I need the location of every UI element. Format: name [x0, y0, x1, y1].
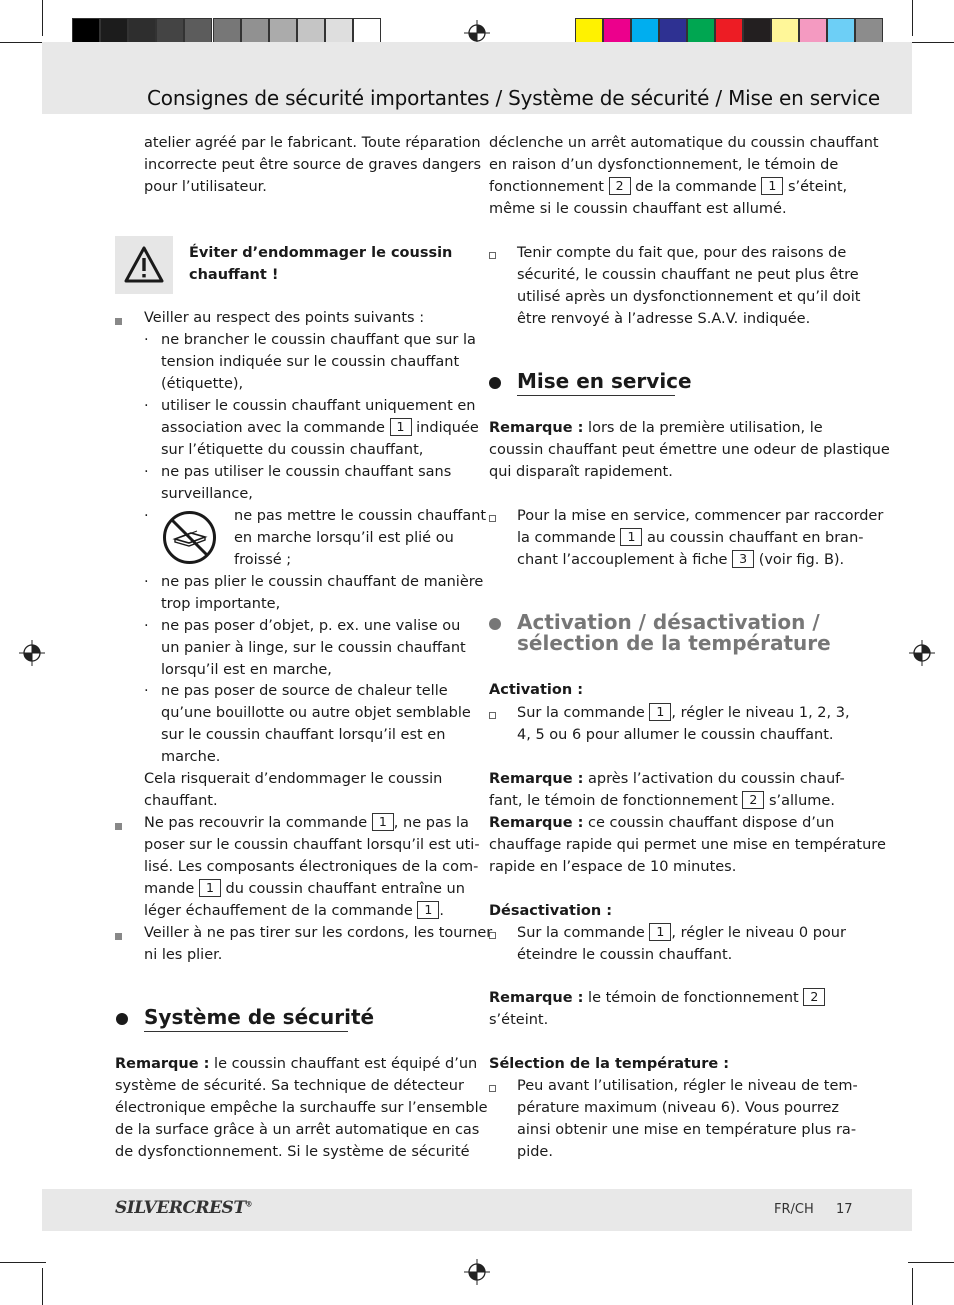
intro-paragraph: atelier agréé par le fabricant. Toute réparation incorrecte peut être source de graves dangers pour l’utilisateur. [144, 135, 482, 195]
section-heading-activation: Activation / désactivation / sélection de la température [517, 610, 831, 655]
remark-paragraph: Remarque : après l’activation du coussin chauf- fant, le témoin de fonctionnement 2 s’allume. Remarque : ce coussin chauffant dispose d’un chauffage rapide qui permet une mise en température rapide en l’espace de 10 minutes. [489, 771, 886, 875]
ref-number-box: 1 [199, 879, 221, 897]
security-paragraph: Remarque : le coussin chauffant est équipé d’un système de sécurité. Sa technique de détecteur électronique empêche la surchauffe sur l’ensemble de la surface grâce à un arrêt automatique en cas de dysfonctionnement. Si le système de sécurité [115, 1056, 488, 1160]
crop-mark [912, 0, 913, 36]
bullet-square [115, 318, 122, 325]
registration-target-icon [464, 1259, 490, 1285]
sub-list: · utiliser le coussin chauffant uniquement en association avec la commande 1 indiquée sur l’étiquette du coussin chauffant, [144, 395, 479, 461]
crop-mark [0, 42, 46, 43]
list-item: Peu avant l’utilisation, régler le niveau de tem- pérature maximum (niveau 6). Vous pourrez ainsi obtenir une mise en température plus ra- pide. [517, 1078, 858, 1160]
page-number: 17 [836, 1202, 853, 1217]
section-heading-systeme-securite: Système de sécurité [144, 1005, 375, 1029]
no-folding-icon [161, 509, 218, 566]
warning-heading: Éviter d’endommager le coussin chauffant ! [189, 245, 453, 283]
dash-marker: · [144, 398, 149, 414]
sub-list: · ne pas plier le coussin chauffant de manière trop importante, [144, 571, 483, 615]
dash-marker: · [144, 574, 149, 590]
ref-number-box: 1 [372, 813, 394, 831]
list-item: Sur la commande 1 , régler le niveau 0 pour éteindre le coussin chauffant. [517, 924, 846, 963]
crop-mark [42, 1268, 43, 1305]
registration-target-icon [909, 640, 935, 666]
registration-target-icon [19, 640, 45, 666]
bullet-square [115, 933, 122, 940]
dash-marker: · [144, 332, 149, 348]
bullet-square [115, 823, 122, 830]
ref-number-box: 3 [732, 550, 754, 568]
activation-label: Activation : [489, 682, 583, 698]
step-checkbox-marker [489, 252, 496, 259]
heading-underline [517, 395, 675, 396]
desactivation-label: Désactivation : [489, 903, 613, 919]
list-item: Veiller au respect des points suivants : [144, 310, 425, 326]
crop-mark [908, 42, 954, 43]
warning-triangle-icon [115, 236, 173, 294]
crop-mark [0, 1262, 46, 1263]
ref-number-box: 1 [620, 528, 642, 546]
step-checkbox-marker [489, 712, 496, 719]
ref-number-box: 1 [390, 418, 412, 436]
brand-logo: SILVERCREST® [115, 1198, 252, 1218]
list-item: Pour la mise en service, commencer par raccorder la commande 1 au coussin chauffant en bran- chant l’accouplement à fiche 3 (voir fig. B). [517, 508, 884, 568]
list-item: Veiller à ne pas tirer sur les cordons, les tourner ni les plier. [144, 925, 493, 963]
language-code: FR/CH [774, 1202, 814, 1217]
section-bullet-dot [489, 377, 501, 389]
sub-list: · ne pas poser de source de chaleur telle qu’une bouillotte ou autre objet semblable sur le coussin chauffant lorsqu’il est en marche. [144, 680, 471, 768]
step-checkbox-marker [489, 515, 496, 522]
sub-list: · ne brancher le coussin chauffant que sur la tension indiquée sur le coussin chauffant (étiquette), [144, 329, 476, 395]
remark-paragraph: Remarque : le témoin de fonctionnement 2 s’éteint. [489, 987, 825, 1031]
section-heading-mise-en-service: Mise en service [517, 369, 692, 393]
ref-number-box: 1 [417, 901, 439, 919]
mise-paragraph: Remarque : lors de la première utilisation, le coussin chauffant peut émettre une odeur de plastique qui disparaît rapidement. [489, 420, 890, 480]
crop-mark [42, 0, 43, 36]
dash-marker: · [144, 464, 149, 480]
dash-marker: · [144, 508, 149, 524]
page-title: Consignes de sécurité importantes / Système de sécurité / Mise en service [147, 86, 880, 110]
ref-number-box: 1 [761, 177, 783, 195]
list-item: Tenir compte du fait que, pour des raisons de sécurité, le coussin chauffant ne peut plus être utilisé après un dysfonctionnement et qu’il doit être renvoyé à l’adresse S.A.V. indiquée. [517, 245, 861, 327]
temperature-label: Sélection de la température : [489, 1056, 730, 1072]
consequence-text: Cela risquerait d’endommager le coussin chauffant. [144, 771, 443, 809]
sub-list-text: ne pas mettre le coussin chauffant en marche lorsqu’il est plié ou froissé ; [234, 508, 487, 568]
warning-icon-box [115, 236, 173, 294]
ref-number-box: 2 [803, 988, 825, 1006]
crop-mark [912, 1268, 913, 1305]
crop-mark [908, 1262, 954, 1263]
dash-marker: · [144, 618, 149, 634]
ref-number-box: 1 [649, 703, 671, 721]
list-item: Sur la commande 1 , régler le niveau 1, 2, 3, 4, 5 ou 6 pour allumer le coussin chauffant. [517, 704, 850, 743]
ref-number-box: 2 [609, 177, 631, 195]
security-continued-paragraph: déclenche un arrêt automatique du coussin chauffant en raison d’un dysfonctionnement, le témoin de fonctionnement 2 de la commande 1 s’éteint, même si le coussin chauffant est allumé. [489, 135, 879, 217]
list-item: Ne pas recouvrir la commande 1 , ne pas la poser sur le coussin chauffant lorsqu’il est uti- lisé. Les composants électroniques de la com- mande 1 du coussin chauffant entraîne un léger échauffement de la commande 1 . [144, 814, 480, 919]
step-checkbox-marker [489, 1085, 496, 1092]
section-bullet-dot [116, 1013, 128, 1025]
section-bullet-dot [489, 618, 501, 630]
dash-marker: · [144, 683, 149, 699]
sub-list: · ne pas poser d’objet, p. ex. une valise ou un panier à linge, sur le coussin chauffant lorsqu’il est en marche, [144, 615, 466, 681]
step-checkbox-marker [489, 932, 496, 939]
heading-underline [144, 1031, 348, 1032]
sub-list: · ne pas utiliser le coussin chauffant sans surveillance, [144, 461, 451, 505]
ref-number-box: 2 [742, 791, 764, 809]
page-footer [774, 1202, 853, 1217]
ref-number-box: 1 [649, 923, 671, 941]
